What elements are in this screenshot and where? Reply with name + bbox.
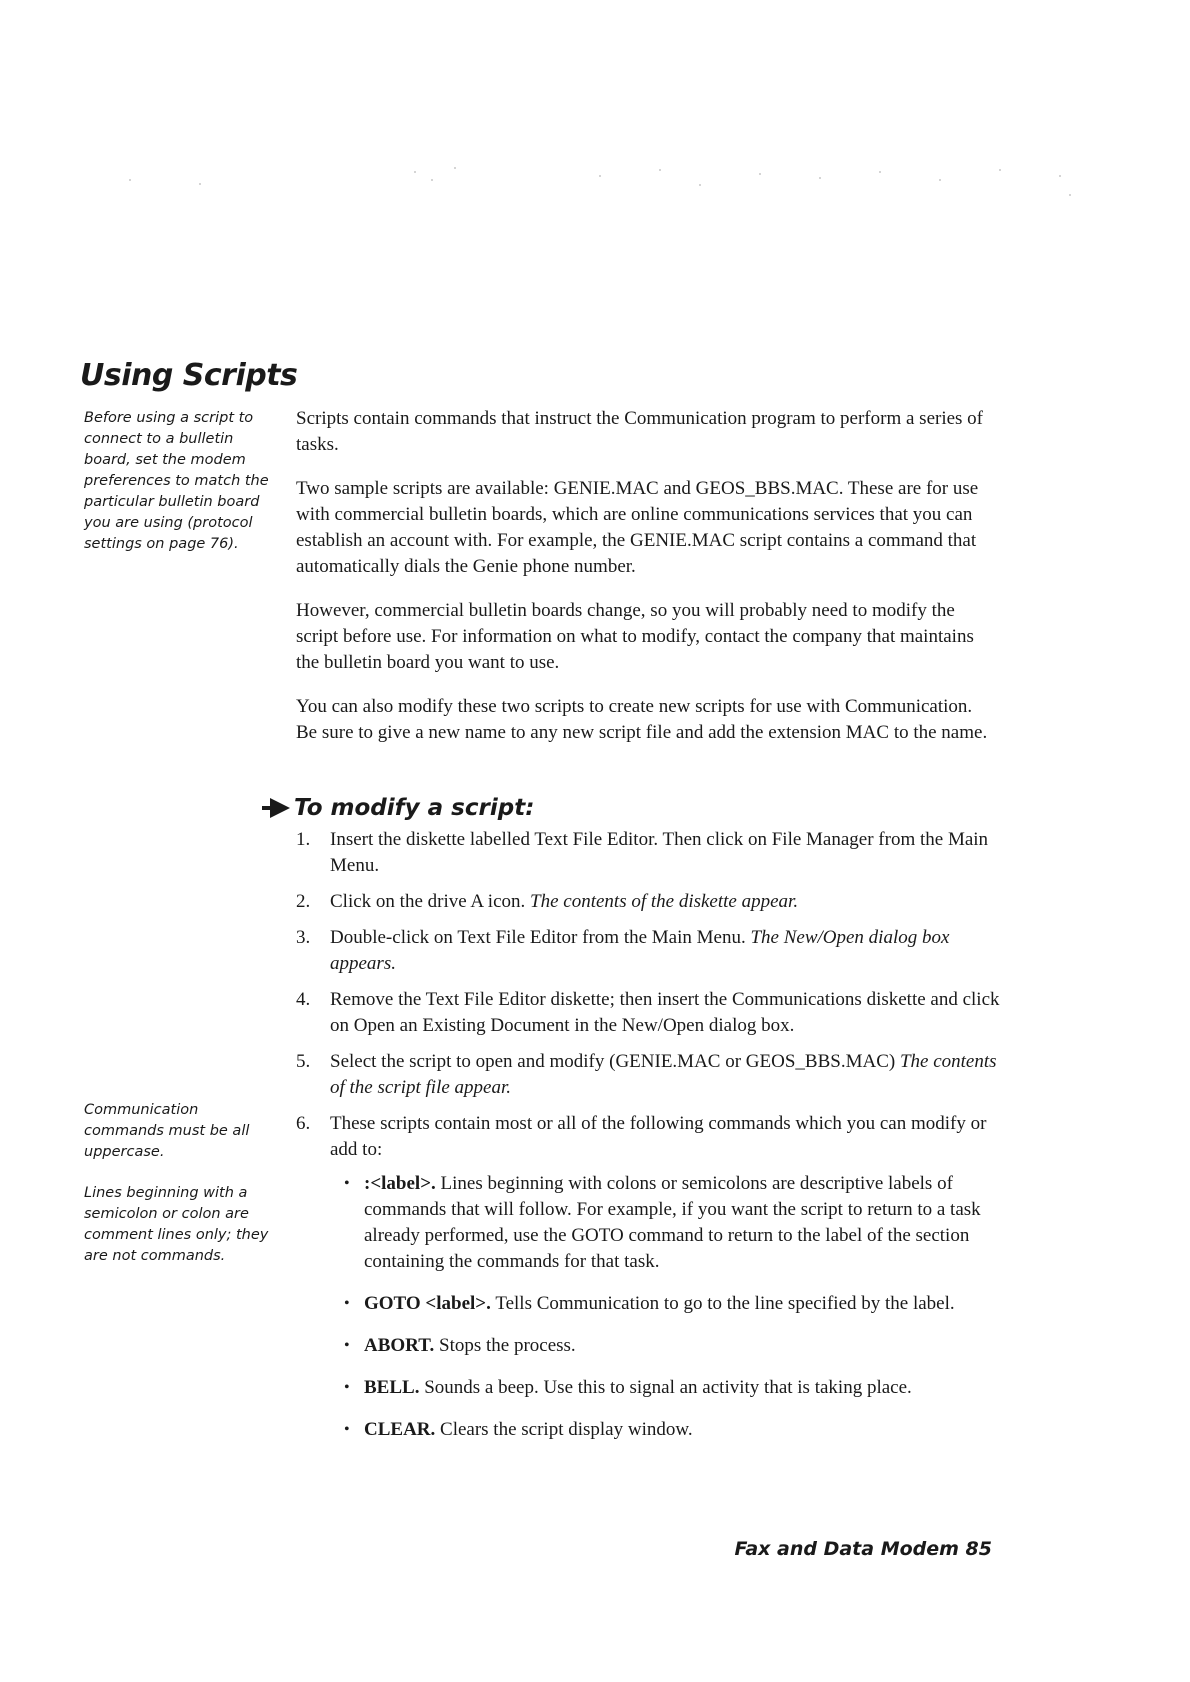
command-description: Clears the script display window. [440,1419,693,1440]
step-result: The contents of the diskette appear. [530,891,799,912]
step-text: Double-click on Text File Editor from the Main Menu. [330,927,746,948]
intro-paragraph: Two sample scripts are available: GENIE.MAC and GEOS_BBS.MAC. These are for use with commercial bulletin boards, which are online communications services that you can establish an account with. For example, the GENIE.MAC script contains a command that automatically dials the Genie phone number. [296,478,979,577]
sidebar-note-modem-preferences [84,408,274,575]
command-term: CLEAR. [364,1419,436,1440]
step-item [296,925,1008,977]
sidebar-note-text: Communication commands must be all uppercase. [84,1102,250,1160]
step-number: 1. [296,829,311,850]
bullet-icon: • [344,1295,350,1312]
sidebar-notes-commands [84,1100,274,1287]
intro-paragraph: Scripts contain commands that instruct the Communication program to perform a series of tasks. [296,408,984,455]
command-term: BELL. [364,1377,420,1398]
command-item [330,1291,1008,1317]
command-term: :<label>. [364,1173,436,1194]
command-list [330,1171,1008,1443]
scan-noise-decoration [0,150,1190,210]
sidebar-note-text: Lines beginning with a semicolon or colon are comment lines only; they are not commands. [84,1185,269,1264]
bullet-icon: • [344,1421,350,1438]
step-text: Insert the diskette labelled Text File Editor. Then click on File Manager from the Main Menu. [330,829,989,876]
step-item [296,1049,1008,1101]
procedure-heading [262,795,534,821]
command-description: Sounds a beep. Use this to signal an activity that is taking place. [424,1377,912,1398]
command-item [330,1333,1008,1359]
bullet-icon: • [344,1337,350,1354]
step-item [296,987,1008,1039]
step-number: 5. [296,1051,311,1072]
command-description: Tells Communication to go to the line specified by the label. [495,1293,955,1314]
bullet-icon: • [344,1379,350,1396]
section-title: Using Scripts [80,358,298,393]
procedure-heading-text: To modify a script: [294,795,535,821]
procedure-steps [296,827,1008,1459]
intro-paragraph: However, commercial bulletin boards change, so you will probably need to modify the script before use. For information on what to modify, contact the company that maintains the bulletin board you want to use. [296,600,974,673]
step-item [296,1111,1008,1443]
step-number: 6. [296,1113,311,1134]
command-item [330,1417,1008,1443]
page-footer: Fax and Data Modem 85 [734,1538,992,1560]
command-term: ABORT. [364,1335,435,1356]
step-text: Select the script to open and modify (GENIE.MAC or GEOS_BBS.MAC) [330,1051,896,1072]
step-number: 2. [296,891,311,912]
step-text: Remove the Text File Editor diskette; then insert the Communications diskette and click on Open an Existing Document in the New/Open dialog box. [330,989,1000,1036]
command-term: GOTO <label>. [364,1293,491,1314]
intro-body [296,406,996,764]
step-item [296,827,1008,879]
command-item [330,1171,1008,1275]
bullet-icon: • [344,1175,350,1192]
step-result: The contents of the script file appear. [330,1051,997,1098]
step-text: These scripts contain most or all of the following commands which you can modify or add to: [330,1113,987,1160]
step-number: 4. [296,989,311,1010]
step-item [296,889,1008,915]
sidebar-note-text: Before using a script to connect to a bulletin board, set the modem preferences to match the particular bulletin board you are using (protocol settings on page 76). [84,410,269,552]
command-description: Lines beginning with colons or semicolons are descriptive labels of commands that will follow. For example, if you want the script to return to a task already performed, use the GOTO command to return to the label of the section containing the commands for that task. [364,1173,981,1272]
step-result: The New/Open dialog box appears. [330,927,950,974]
step-text: Click on the drive A icon. [330,891,526,912]
triangle-arrow-icon [262,797,292,819]
command-description: Stops the process. [439,1335,576,1356]
intro-paragraph: You can also modify these two scripts to create new scripts for use with Communication. Be sure to give a new name to any new script file and add the extension MAC to the name. [296,696,988,743]
step-number: 3. [296,927,311,948]
command-item [330,1375,1008,1401]
